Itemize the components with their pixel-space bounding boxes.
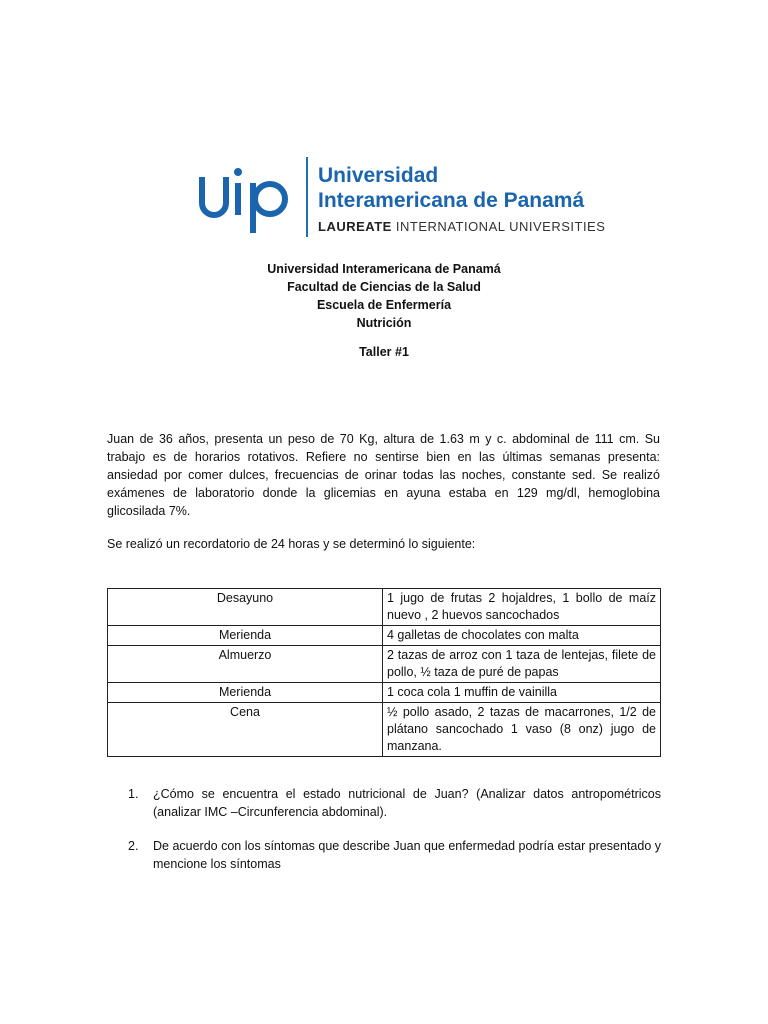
question-item [128, 837, 661, 873]
question-text: ¿Cómo se encuentra el estado nutricional de Juan? (Analizar datos antropométricos (analizar IMC –Circunferencia abdominal). [153, 787, 661, 819]
question-item [128, 785, 661, 821]
logo-wordmark [318, 163, 605, 234]
table-row [108, 703, 661, 757]
heading-university: Universidad Interamericana de Panamá [267, 262, 501, 276]
document-heading [0, 260, 768, 332]
meal-name: Desayuno [108, 589, 383, 626]
meal-name: Merienda [108, 683, 383, 703]
laureate-rest: INTERNATIONAL UNIVERSITIES [391, 219, 606, 234]
logo-line-2: Interamericana de Panamá [318, 189, 585, 212]
question-number: 2. [128, 839, 139, 853]
meal-food: ½ pollo asado, 2 tazas de macarrones, 1/2 de plátano sancochado 1 vaso (8 onz) jugo de manzana. [383, 703, 661, 757]
meal-table [107, 588, 661, 757]
meal-food: 4 galletas de chocolates con malta [383, 626, 661, 646]
recall-intro: Se realizó un recordatorio de 24 horas y se determinó lo siguiente: [107, 537, 476, 551]
table-row [108, 683, 661, 703]
logo-line-1: Universidad [318, 164, 439, 187]
meal-name: Cena [108, 703, 383, 757]
table-row [108, 646, 661, 683]
laureate-word: LAUREATE [318, 219, 392, 234]
logo-line-3 [318, 219, 605, 234]
workshop-title: Taller #1 [359, 345, 409, 359]
logo-divider [306, 157, 308, 237]
heading-school: Escuela de Enfermería [316, 298, 452, 312]
question-list [128, 785, 661, 889]
table-row [108, 589, 661, 626]
meal-name: Almuerzo [108, 646, 383, 683]
table-row [108, 626, 661, 646]
uip-logo-mark [198, 165, 298, 238]
heading-course: Nutrición [356, 316, 412, 330]
meal-food: 1 jugo de frutas 2 hojaldres, 1 bollo de maíz nuevo , 2 huevos sancochados [383, 589, 661, 626]
question-number: 1. [128, 787, 139, 801]
meal-food: 2 tazas de arroz con 1 taza de lentejas, filete de pollo, ½ taza de puré de papas [383, 646, 661, 683]
heading-faculty: Facultad de Ciencias de la Salud [287, 280, 481, 294]
meal-food: 1 coca cola 1 muffin de vainilla [383, 683, 661, 703]
case-description: Juan de 36 años, presenta un peso de 70 Kg, altura de 1.63 m y c. abdominal de 111 cm. Su trabajo es de horarios rotativos. Refiere no sentirse bien en las últimas semanas presenta: ansiedad por comer dulces, frecuencias de orinar todas las noches, constante sed. Se realizó exámenes de laboratorio donde la glicemias en ayuna estaba en 129 mg/dl, hemoglobina glicosilada 7%. [107, 432, 660, 518]
question-text: De acuerdo con los síntomas que describe Juan que enfermedad podría estar presentado y mencione los síntomas [153, 839, 661, 871]
university-logo [198, 155, 606, 245]
meal-name: Merienda [108, 626, 383, 646]
